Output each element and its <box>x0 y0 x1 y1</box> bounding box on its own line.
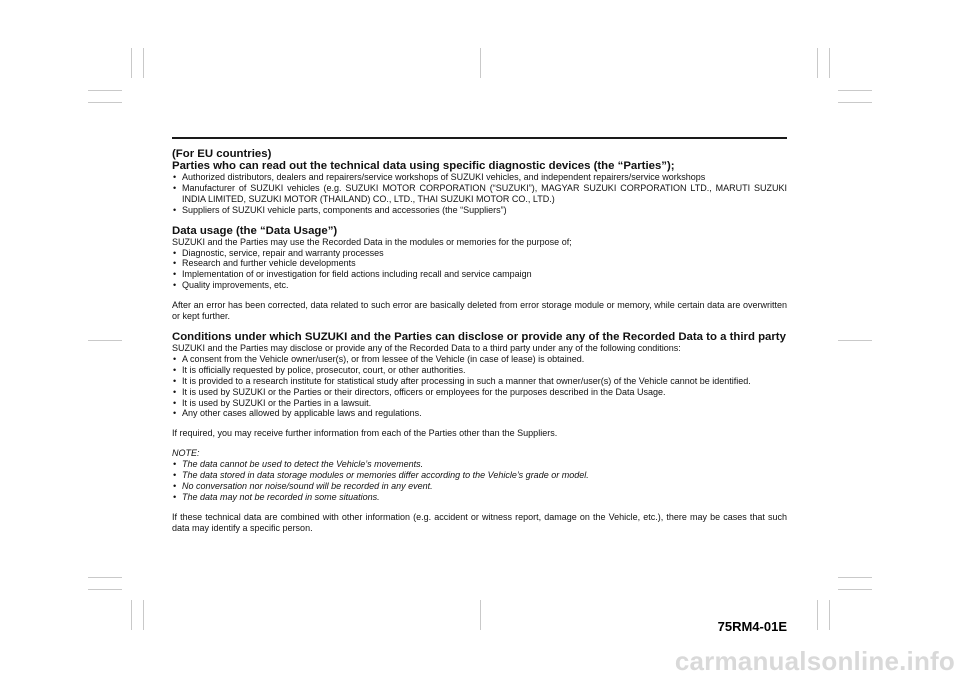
list-item: • Quality improvements, etc. <box>172 280 787 291</box>
note-item: • The data cannot be used to detect the Vehicle’s movements. <box>172 459 787 470</box>
section-intro: SUZUKI and the Parties may disclose or provide any of the Recorded Data to a third party under any of the following conditions: <box>172 342 681 353</box>
section-conditions <box>172 331 787 439</box>
crop-mark <box>131 48 132 78</box>
bullet-list <box>172 248 787 292</box>
crop-mark <box>829 48 830 78</box>
list-item: • It is provided to a research institute for statistical study after processing in such a manner that owner/user(s) of the Vehicle cannot be identified. <box>172 376 787 387</box>
crop-mark <box>838 90 872 91</box>
document-body <box>172 148 787 534</box>
list-item: • It is used by SUZUKI or the Parties in a lawsuit. <box>172 398 787 409</box>
note-item: • The data may not be recorded in some situations. <box>172 492 787 503</box>
crop-mark <box>143 48 144 78</box>
crop-mark <box>829 600 830 630</box>
section-heading: Conditions under which SUZUKI and the Parties can disclose or provide any of the Recorded Data to a third party <box>172 330 786 343</box>
crop-mark <box>817 600 818 630</box>
crop-mark <box>88 577 122 578</box>
crop-mark <box>143 600 144 630</box>
list-item: • It is used by SUZUKI or the Parties or their directors, officers or employees for the purposes described in the Data Usage. <box>172 387 787 398</box>
note-label: NOTE: <box>172 448 200 459</box>
list-item: • Research and further vehicle developments <box>172 258 787 269</box>
watermark: carmanualsonline.info <box>674 646 955 676</box>
note-item: • The data stored in data storage modules or memories differ according to the Vehicle’s grade or model. <box>172 470 787 481</box>
crop-mark <box>480 48 481 78</box>
bullet-list <box>172 354 787 419</box>
bullet-list <box>172 172 787 216</box>
crop-mark <box>838 102 872 103</box>
closing-paragraph: If these technical data are combined with other information (e.g. accident or witness report, damage on the Vehicle, etc.), there may be cases that such data may identify a specific person. <box>172 511 787 533</box>
list-item: • Diagnostic, service, repair and warranty processes <box>172 248 787 259</box>
list-item: • Any other cases allowed by applicable laws and regulations. <box>172 408 787 419</box>
top-rule <box>172 137 787 139</box>
crop-mark <box>88 340 122 341</box>
crop-mark <box>88 102 122 103</box>
note-block <box>172 448 787 503</box>
note-item: • No conversation nor noise/sound will be recorded in any event. <box>172 481 787 492</box>
section-heading: Parties who can read out the technical data using specific diagnostic devices (the “Parties”); <box>172 160 675 172</box>
crop-mark <box>88 90 122 91</box>
crop-mark <box>88 589 122 590</box>
section-heading: (For EU countries) <box>172 148 272 160</box>
list-item: • A consent from the Vehicle owner/user(s), or from lessee of the Vehicle (in case of lease) is obtained. <box>172 354 787 365</box>
list-item: • Manufacturer of SUZUKI vehicles (e.g. SUZUKI MOTOR CORPORATION (“SUZUKI”), MAGYAR SUZUKI CORPORATION LTD., MARUTI SUZUKI INDIA LIMITED, SUZUKI MOTOR (THAILAND) CO., LTD., THAI SUZUKI MOTOR CO., LTD.) <box>172 183 787 205</box>
crop-mark <box>817 48 818 78</box>
section-parties <box>172 148 787 216</box>
crop-mark <box>838 589 872 590</box>
list-item: • Authorized distributors, dealers and repairers/service workshops of SUZUKI vehicles, and independent repairers/service workshops <box>172 172 787 183</box>
paragraph: If required, you may receive further information from each of the Parties other than the Suppliers. <box>172 428 558 439</box>
crop-mark <box>838 577 872 578</box>
crop-mark <box>480 600 481 630</box>
section-heading: Data usage (the “Data Usage”) <box>172 224 338 237</box>
crop-mark <box>131 600 132 630</box>
crop-mark <box>838 340 872 341</box>
paragraph: After an error has been corrected, data related to such error are basically deleted from error storage module or memory, while certain data are overwritten or kept further. <box>172 300 787 322</box>
list-item: • It is officially requested by police, prosecutor, court, or other authorities. <box>172 365 787 376</box>
document-id: 75RM4-01E <box>717 619 787 634</box>
note-list <box>172 459 787 503</box>
list-item: • Implementation of or investigation for field actions including recall and service campaign <box>172 269 787 280</box>
list-item: • Suppliers of SUZUKI vehicle parts, components and accessories (the “Suppliers”) <box>172 205 787 216</box>
section-data-usage <box>172 225 787 322</box>
section-intro: SUZUKI and the Parties may use the Recorded Data in the modules or memories for the purpose of; <box>172 236 572 247</box>
